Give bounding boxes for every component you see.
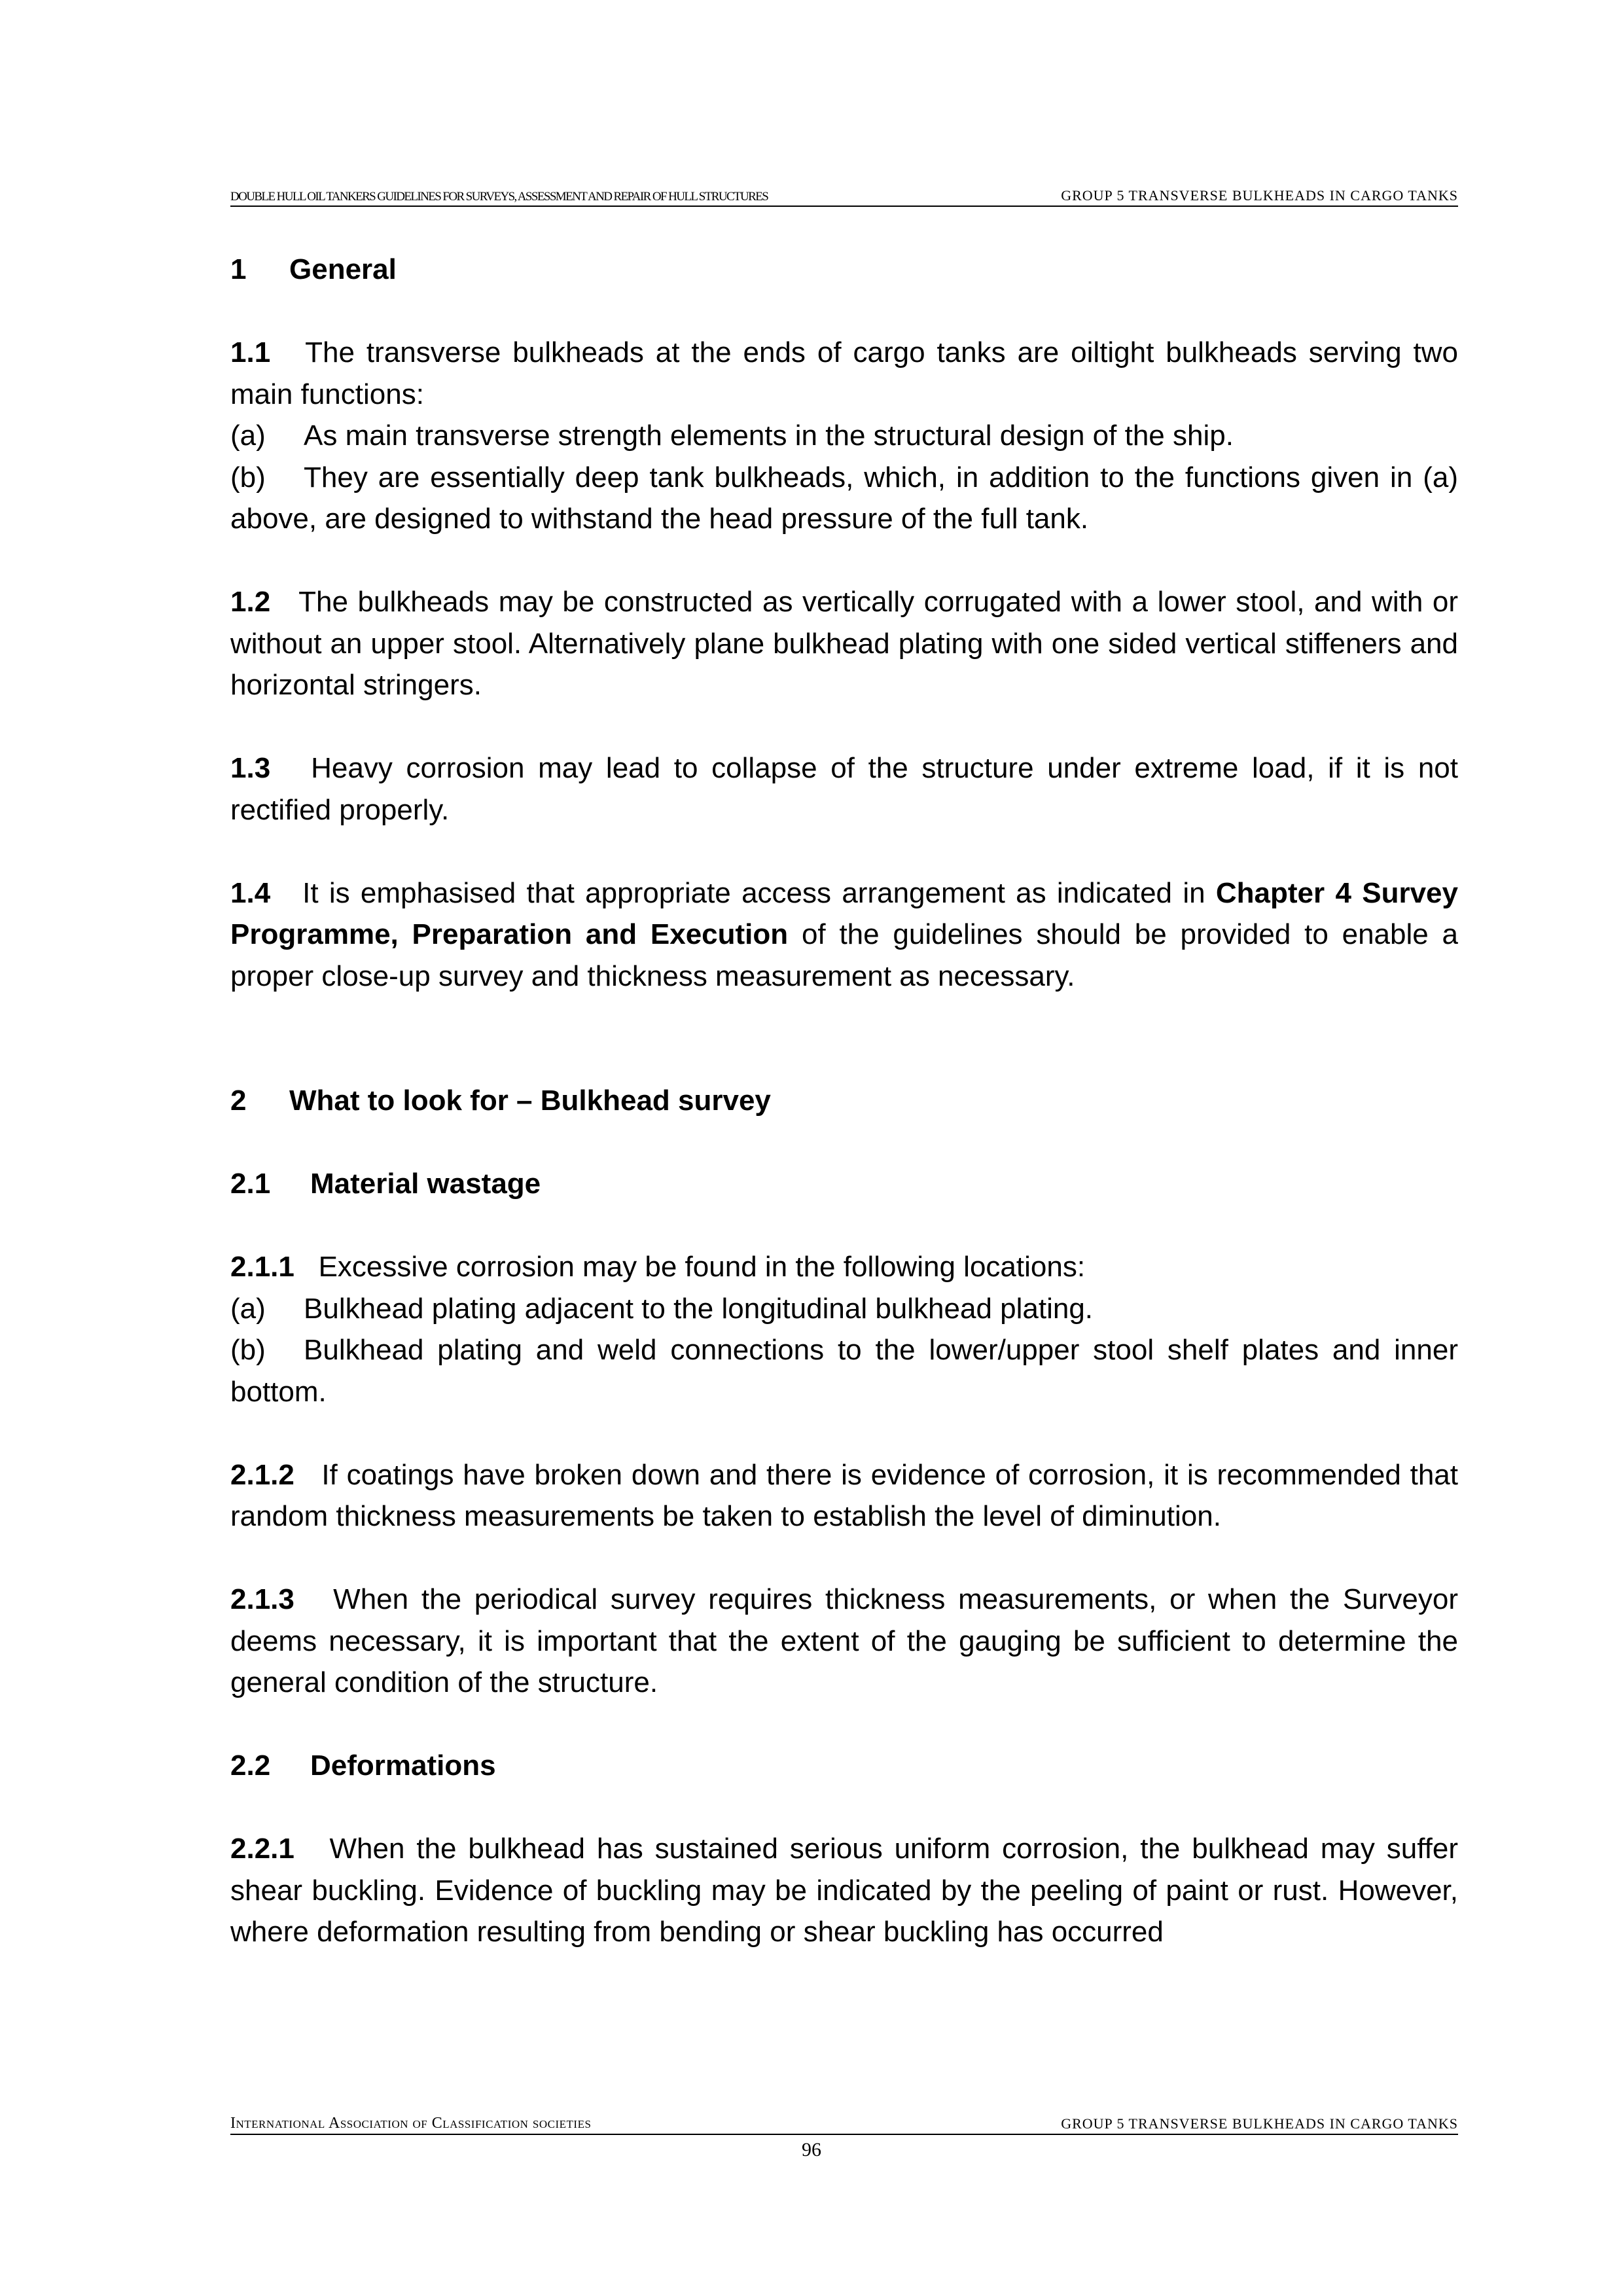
list-item-b: [230, 457, 1458, 540]
header-document-title: DOUBLE HULL OIL TANKERS GUIDELINES FOR SURVEYS, ASSESSMENT AND REPAIR OF HULL STRUCTURES: [230, 190, 768, 204]
paragraph-number: 1.2: [230, 586, 271, 618]
paragraph-number: 1.4: [230, 876, 271, 909]
list-item-a: [230, 415, 1458, 457]
document-body: [230, 249, 1458, 1953]
subsection-number: 2.2: [230, 1749, 271, 1782]
section-title: General: [289, 253, 397, 285]
paragraph-2-1-1: [230, 1246, 1458, 1288]
header-group-title: GROUP 5 TRANSVERSE BULKHEADS IN CARGO TANKS: [1061, 187, 1458, 204]
list-text: As main transverse strength elements in the structural design of the ship.: [304, 420, 1234, 452]
paragraph-number: 1.3: [230, 752, 271, 784]
list-label: (b): [230, 461, 266, 493]
paragraph-text: Heavy corrosion may lead to collapse of the structure under extreme load, if it is not rectified properly.: [230, 752, 1458, 826]
subsection-2-2-heading: [230, 1745, 1458, 1787]
list-item-a: [230, 1288, 1458, 1330]
paragraph-number: 1.1: [230, 336, 271, 368]
section-number: 1: [230, 253, 247, 285]
paragraph-1-4: [230, 872, 1458, 997]
subsection-title: Deformations: [310, 1749, 496, 1782]
paragraph-text: When the periodical survey requires thickness measurements, or when the Surveyor deems necessary, it is important that the extent of the gauging be sufficient to determine the general condition of the structure.: [230, 1583, 1458, 1698]
paragraph-2-2-1: [230, 1828, 1458, 1953]
section-number: 2: [230, 1085, 247, 1117]
section-1-heading: [230, 249, 1458, 291]
list-text: They are essentially deep tank bulkheads, which, in addition to the functions given in (a) above, are designed to withstand the head pressure of the full tank.: [230, 461, 1458, 535]
page-footer: [230, 2115, 1458, 2135]
paragraph-2-1-2: [230, 1454, 1458, 1537]
paragraph-text: It is emphasised that appropriate access arrangement as indicated in: [302, 876, 1205, 909]
paragraph-2-1-3: [230, 1579, 1458, 1704]
subsection-number: 2.1: [230, 1168, 271, 1200]
paragraph-number: 2.1.1: [230, 1251, 294, 1283]
paragraph-text: When the bulkhead has sustained serious uniform corrosion, the bulkhead may suffer shear buckling. Evidence of buckling may be indicated by the peeling of paint or rust. However, where deformation resulting from bending or shear buckling has occurred: [230, 1833, 1458, 1948]
list-label: (a): [230, 420, 266, 452]
page-number: 96: [802, 2139, 821, 2161]
section-2-heading: [230, 1080, 1458, 1122]
footer-group-title: GROUP 5 TRANSVERSE BULKHEADS IN CARGO TANKS: [1061, 2115, 1458, 2132]
list-label: (b): [230, 1334, 266, 1366]
paragraph-number: 2.1.3: [230, 1583, 294, 1615]
list-text: Bulkhead plating adjacent to the longitudinal bulkhead plating.: [304, 1292, 1094, 1325]
paragraph-1-2: [230, 581, 1458, 706]
paragraph-1-1: [230, 332, 1458, 415]
paragraph-text: The bulkheads may be constructed as vertically corrugated with a lower stool, and with or without an upper stool. Alternatively plane bulkhead plating with one sided vertical stiffeners and horizontal stringers.: [230, 586, 1458, 701]
paragraph-number: 2.1.2: [230, 1458, 294, 1491]
list-item-b: [230, 1329, 1458, 1412]
footer-organisation: International Association of Classification societies: [230, 2115, 592, 2132]
list-text: Bulkhead plating and weld connections to the lower/upper stool shelf plates and inner bottom.: [230, 1334, 1458, 1408]
subsection-2-1-heading: [230, 1163, 1458, 1205]
list-label: (a): [230, 1292, 266, 1325]
chapter-reference: Chapter 4 Survey Programme, Preparation and Execution: [230, 876, 1458, 950]
paragraph-text: If coatings have broken down and there is evidence of corrosion, it is recommended that random thickness measurements be taken to establish the level of diminution.: [230, 1458, 1458, 1532]
paragraph-text: Excessive corrosion may be found in the following locations:: [318, 1251, 1086, 1283]
paragraph-number: 2.2.1: [230, 1833, 294, 1865]
page-header: [230, 187, 1458, 207]
paragraph-text-continued: of the guidelines should be provided to enable a proper close-up survey and thickness measurement as necessary.: [230, 918, 1458, 992]
section-title: What to look for – Bulkhead survey: [289, 1085, 771, 1117]
paragraph-1-3: [230, 747, 1458, 831]
paragraph-text: The transverse bulkheads at the ends of cargo tanks are oiltight bulkheads serving two main functions:: [230, 336, 1458, 410]
subsection-title: Material wastage: [310, 1168, 541, 1200]
